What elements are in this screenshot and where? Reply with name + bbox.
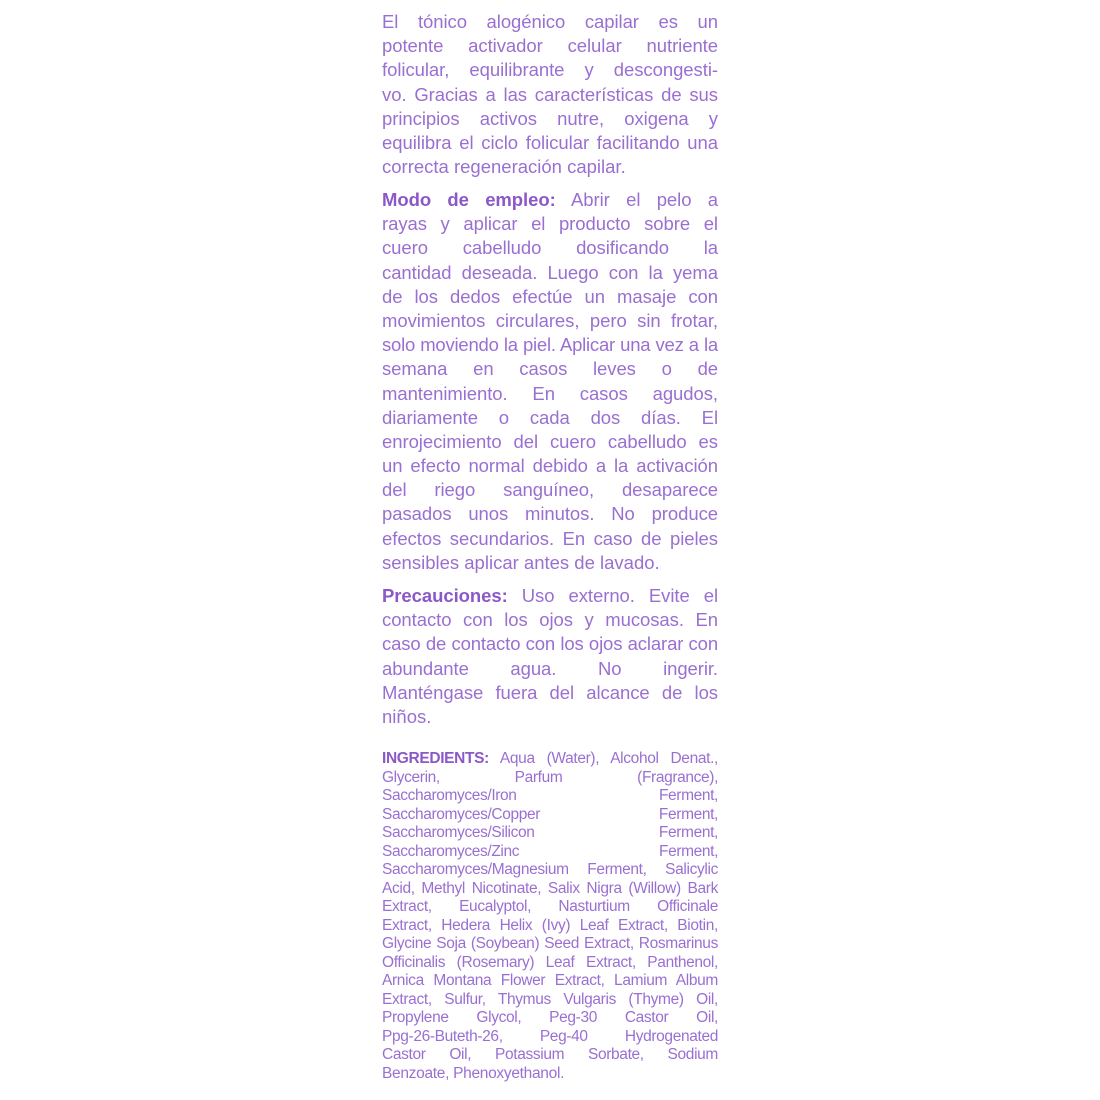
line-text: equilibra el ciclo folicular facilitando una <box>382 131 718 153</box>
line-text: Ppg-26-Buteth-26, Peg-40 Hydrogenated <box>382 1027 718 1045</box>
text-line <box>382 861 718 880</box>
text-line <box>382 502 718 526</box>
text-line <box>382 750 718 769</box>
text-line <box>382 954 718 973</box>
text-line <box>382 769 718 788</box>
line-text: Arnica Montana Flower Extract, Lamium Album <box>382 972 718 989</box>
line-text: Propylene Glycol, Peg-30 Castor Oil, <box>382 1009 718 1026</box>
text-line <box>382 155 718 179</box>
line-text: enrojecimiento del cuero cabelludo es <box>382 430 718 452</box>
text-line <box>382 935 718 954</box>
line-text: Extract, Sulfur, Thymus Vulgaris (Thyme) Oil, <box>382 990 718 1008</box>
text-line <box>382 824 718 843</box>
line-text: semana en casos leves o de <box>382 358 718 380</box>
text-line <box>382 1009 718 1028</box>
line-text: caso de contacto con los ojos aclarar con <box>382 633 718 655</box>
text-line <box>382 478 718 502</box>
text-line <box>382 843 718 862</box>
line-text: Acid, Methyl Nicotinate, Salix Nigra (Willow) Bark <box>382 879 718 897</box>
line-text: Saccharomyces/Zinc Ferment, <box>382 842 718 860</box>
precautions-paragraph <box>382 584 718 729</box>
text-line <box>382 787 718 806</box>
text-line <box>382 34 718 58</box>
line-text: abundante agua. No ingerir. <box>382 657 718 679</box>
line-text: Uso externo. Evite el <box>507 585 718 606</box>
text-line <box>382 705 718 729</box>
text-line <box>382 430 718 454</box>
line-text: folicular, equilibrante y descongesti- <box>382 59 718 81</box>
text-line <box>382 10 718 34</box>
line-text: Saccharomyces/Silicon Ferment, <box>382 824 718 841</box>
line-text: rayas y aplicar el producto sobre el <box>382 213 718 235</box>
line-text: Benzoate, Phenoxyethanol. <box>382 1064 565 1082</box>
line-text: vo. Gracias a las características de sus <box>382 83 718 105</box>
line-text: Extract, Hedera Helix (Ivy) Leaf Extract, Biotin, <box>382 916 718 934</box>
usage-paragraph <box>382 188 718 575</box>
line-text: movimientos circulares, pero sin frotar, <box>382 309 718 331</box>
text-line <box>382 333 718 357</box>
line-text: Saccharomyces/Copper Ferment, <box>382 805 718 823</box>
text-line <box>382 608 718 632</box>
line-text: cantidad deseada. Luego con la yema <box>382 261 718 283</box>
text-line <box>382 681 718 705</box>
text-line <box>382 880 718 899</box>
text-line <box>382 454 718 478</box>
text-line <box>382 357 718 381</box>
line-text: Manténgase fuera del alcance de los <box>382 681 718 703</box>
text-line <box>382 527 718 551</box>
line-text: El tónico alogénico capilar es un <box>382 11 718 32</box>
line-text: Aqua (Water), Alcohol Denat., <box>488 750 718 767</box>
line-text: Saccharomyces/Iron Ferment, <box>382 787 718 804</box>
text-line <box>382 806 718 825</box>
ingredients-paragraph <box>382 750 718 1083</box>
section-label: Precauciones: <box>382 585 508 606</box>
text-line <box>382 898 718 917</box>
text-line <box>382 657 718 681</box>
text-line <box>382 188 718 212</box>
text-line <box>382 1028 718 1047</box>
text-line <box>382 131 718 155</box>
line-text: diariamente o cada dos días. El <box>382 406 718 428</box>
line-text: sensibles aplicar antes de lavado. <box>382 551 660 573</box>
text-line <box>382 406 718 430</box>
text-line <box>382 382 718 406</box>
text-line <box>382 972 718 991</box>
text-line <box>382 584 718 608</box>
line-text: niños. <box>382 705 432 727</box>
text-line <box>382 107 718 131</box>
line-text: potente activador celular nutriente <box>382 35 718 57</box>
text-line <box>382 1046 718 1065</box>
line-text: Saccharomyces/Magnesium Ferment, Salicylic <box>382 861 718 878</box>
line-text: Glycine Soja (Soybean) Seed Extract, Rosmarinus <box>382 935 718 952</box>
text-line <box>382 285 718 309</box>
text-line <box>382 917 718 936</box>
text-line <box>382 991 718 1010</box>
text-line <box>382 309 718 333</box>
line-text: pasados unos minutos. No produce <box>382 503 718 525</box>
description-paragraph <box>382 10 718 179</box>
line-text: de los dedos efectúe un masaje con <box>382 285 718 307</box>
line-text: contacto con los ojos y mucosas. En <box>382 609 718 631</box>
text-line <box>382 83 718 107</box>
line-text: un efecto normal debido a la activación <box>382 455 718 477</box>
text-line <box>382 261 718 285</box>
line-text: solo moviendo la piel. Aplicar una vez a la <box>382 334 718 356</box>
line-text: Extract, Eucalyptol, Nasturtium Officinale <box>382 898 718 915</box>
line-text: principios activos nutre, oxigena y <box>382 107 718 129</box>
line-text: efectos secundarios. En caso de pieles <box>382 527 718 549</box>
line-text: Abrir el pelo a <box>555 189 718 210</box>
line-text: Glycerin, Parfum (Fragrance), <box>382 768 718 786</box>
section-label: INGREDIENTS: <box>382 750 489 767</box>
line-text: correcta regeneración capilar. <box>382 156 626 178</box>
line-text: Castor Oil, Potassium Sorbate, Sodium <box>382 1046 718 1063</box>
text-line <box>382 632 718 656</box>
text-line <box>382 58 718 82</box>
section-label: Modo de empleo: <box>382 189 556 210</box>
text-line <box>382 212 718 236</box>
text-line <box>382 236 718 260</box>
line-text: del riego sanguíneo, desaparece <box>382 479 718 501</box>
text-line <box>382 551 718 575</box>
text-line <box>382 1065 718 1084</box>
line-text: mantenimiento. En casos agudos, <box>382 382 718 404</box>
line-text: cuero cabelludo dosificando la <box>382 237 718 259</box>
line-text: Officinalis (Rosemary) Leaf Extract, Panthenol, <box>382 953 718 971</box>
